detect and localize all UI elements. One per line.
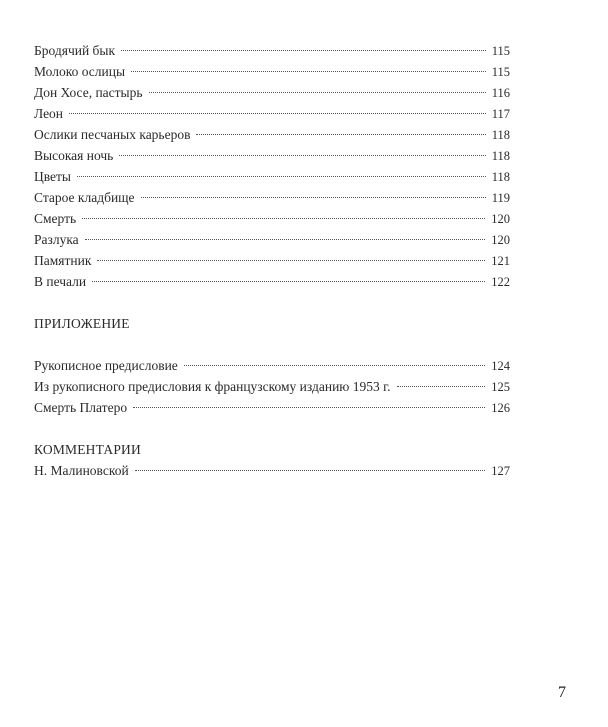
entry-title: Памятник	[34, 253, 92, 268]
entry-page: 119	[491, 191, 510, 205]
entry-title: В печали	[34, 274, 87, 289]
entry-title: Высокая ночь	[34, 148, 114, 163]
dot-leader	[85, 239, 486, 240]
entry-page: 116	[491, 86, 510, 100]
dot-leader	[397, 386, 486, 387]
entry-title: Смерть	[34, 211, 77, 226]
entry-page: 126	[491, 401, 510, 415]
entry-title: Из рукописного предисловия к французскому изданию 1953 г.	[34, 379, 391, 394]
dot-leader	[135, 470, 486, 471]
toc-entry[interactable]	[34, 376, 510, 397]
entry-page: 124	[491, 359, 510, 373]
dot-leader	[77, 176, 486, 177]
dot-leader	[131, 71, 486, 72]
toc-entry[interactable]	[34, 271, 510, 292]
entry-title: Леон	[34, 106, 64, 121]
entry-page: 117	[491, 107, 510, 121]
entry-title: Дон Хосе, пастырь	[34, 85, 143, 100]
dot-leader	[119, 155, 485, 156]
entry-page: 120	[491, 212, 510, 226]
toc-entry[interactable]	[34, 40, 510, 61]
entry-page: 122	[491, 275, 510, 289]
dot-leader	[149, 92, 486, 93]
entry-title: Цветы	[34, 169, 72, 184]
entry-title: Рукописное предисловие	[34, 358, 178, 373]
toc-entry[interactable]	[34, 103, 510, 124]
entry-page: 120	[491, 233, 510, 247]
dot-leader	[141, 197, 486, 198]
entry-page: 118	[491, 149, 510, 163]
dot-leader	[82, 218, 485, 219]
appendix-heading: ПРИЛОЖЕНИЕ	[34, 316, 130, 331]
entry-title: Бродячий бык	[34, 43, 116, 58]
toc-entry[interactable]	[34, 145, 510, 166]
toc-entry[interactable]	[34, 397, 510, 418]
entry-page: 121	[491, 254, 510, 268]
toc-entry[interactable]	[34, 82, 510, 103]
dot-leader	[69, 113, 486, 114]
toc-entry[interactable]	[34, 229, 510, 250]
dot-leader	[196, 134, 485, 135]
table-of-contents	[34, 40, 510, 481]
entry-page: 115	[491, 65, 510, 79]
dot-leader	[184, 365, 485, 366]
dot-leader	[121, 50, 486, 51]
entry-title: Смерть Платеро	[34, 400, 128, 415]
dot-leader	[92, 281, 485, 282]
entry-page: 127	[491, 464, 510, 478]
entry-page: 115	[491, 44, 510, 58]
entry-title: Молоко ослицы	[34, 64, 126, 79]
entry-page: 125	[491, 380, 510, 394]
toc-entry[interactable]	[34, 124, 510, 145]
entry-title: Старое кладбище	[34, 190, 135, 205]
toc-entry[interactable]	[34, 208, 510, 229]
page-number: 7	[558, 684, 566, 701]
entry-page: 118	[491, 170, 510, 184]
entry-title: Разлука	[34, 232, 79, 247]
comments-heading: КОММЕНТАРИИ	[34, 442, 141, 457]
entry-title: Н. Малиновской	[34, 463, 129, 478]
entry-page: 118	[491, 128, 510, 142]
toc-entry[interactable]	[34, 61, 510, 82]
dot-leader	[133, 407, 485, 408]
toc-entry[interactable]	[34, 460, 510, 481]
toc-entry[interactable]	[34, 166, 510, 187]
dot-leader	[97, 260, 485, 261]
toc-entry[interactable]	[34, 187, 510, 208]
entry-title: Ослики песчаных карьеров	[34, 127, 191, 142]
toc-entry[interactable]	[34, 250, 510, 271]
toc-entry[interactable]	[34, 355, 510, 376]
